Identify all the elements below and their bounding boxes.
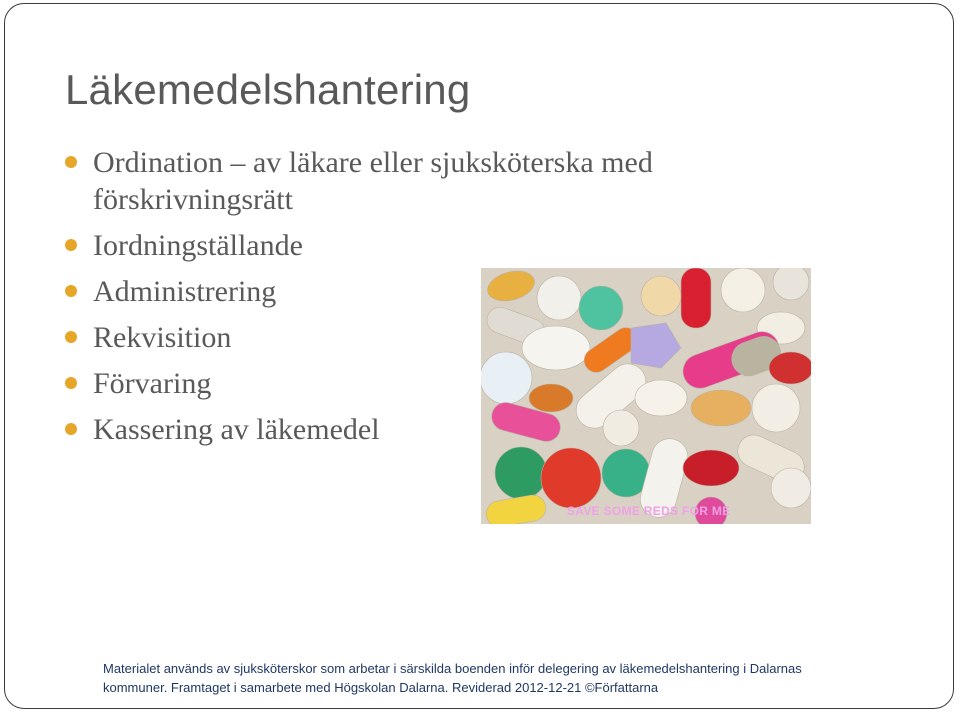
pills-photo bbox=[481, 268, 811, 524]
pills-illustration bbox=[481, 268, 811, 524]
bullet-dot-icon bbox=[65, 331, 77, 343]
bullet-text: Administrering bbox=[93, 275, 277, 308]
bullet-text: Iordningställande bbox=[93, 229, 303, 262]
bullet-text: Rekvisition bbox=[93, 321, 232, 354]
slide-footer: Materialet används av sjuksköterskor som arbetar i särskilda boenden inför delegering av läkemedelshantering i Dalarnas kommuner. Framtaget i samarbete med Högskolan Dalarna. Reviderad 2012-12-21 ©Författarna bbox=[103, 661, 802, 695]
slide-title: Läkemedelshantering bbox=[65, 66, 471, 113]
bullet-dot-icon bbox=[65, 239, 77, 251]
bullet-dot-icon bbox=[65, 285, 77, 297]
bullet-item bbox=[65, 227, 765, 264]
bullet-text: Förvaring bbox=[93, 367, 212, 400]
bullet-text: Ordination – av läkare eller sjuksköterska med förskrivningsrätt bbox=[93, 146, 653, 216]
bullet-item bbox=[65, 144, 765, 218]
bullet-dot-icon bbox=[65, 377, 77, 389]
bullet-dot-icon bbox=[65, 423, 77, 435]
photo-caption: SAVE SOME REDS FOR ME bbox=[567, 504, 731, 518]
bullet-text: Kassering av läkemedel bbox=[93, 413, 380, 446]
bullet-dot-icon bbox=[65, 156, 77, 168]
slide bbox=[4, 3, 954, 709]
